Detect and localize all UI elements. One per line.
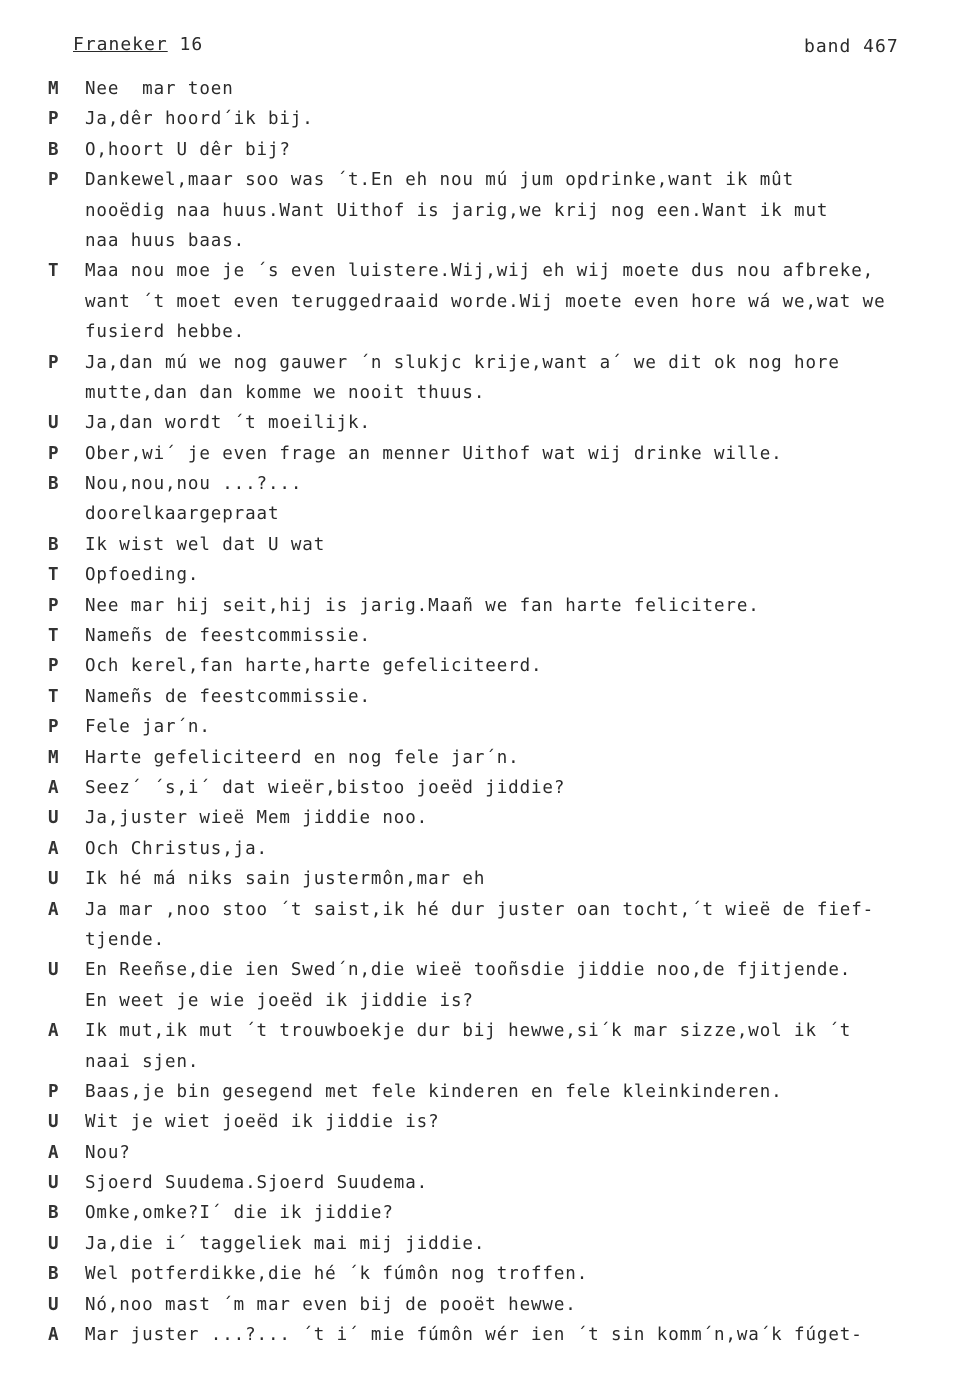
speaker-label: M	[48, 79, 60, 99]
dialogue-line	[0, 743, 979, 773]
utterance-text: Ik wist wel dat U wat	[85, 534, 326, 555]
speaker-label: U	[48, 413, 60, 434]
utterance-text: Ik hé má niks sain justermôn,mar eh	[85, 869, 486, 890]
speaker-label: P	[48, 717, 60, 738]
utterance-text: Och Christus,ja.	[85, 838, 268, 859]
dialogue-line	[0, 378, 979, 408]
dialogue-turn	[0, 712, 979, 742]
utterance-text: Wit je wiet joeëd ik jiddie is?	[85, 1112, 440, 1133]
speaker-label: A	[48, 777, 60, 798]
dialogue-line	[0, 104, 979, 134]
dialogue-line	[0, 621, 979, 651]
page-number: 16	[179, 34, 204, 55]
speaker-label: P	[48, 109, 60, 130]
utterance-text: Ja,juster wieë Mem jiddie noo.	[85, 808, 429, 829]
utterance-text: Baas,je bin gesegend met fele kinderen en fele kleinkinderen.	[85, 1081, 783, 1102]
utterance-text: Ik mut,ik mut ´t trouwboekje dur bij hewwe,si´k mar sizze,wol ik ´t	[85, 1021, 852, 1042]
utterance-text: En Reeñse,die ien Swed´n,die wieë tooñsdie jiddie noo,de fjitjende.	[85, 960, 852, 981]
utterance-text: Ja mar ,noo stoo ´t saist,ik hé dur juster oan tocht,´t wieë de fief-	[85, 899, 875, 920]
dialogue-line	[0, 1016, 979, 1046]
utterance-text: doorelkaargepraat	[85, 504, 280, 525]
dialogue-turn	[0, 621, 979, 651]
dialogue-turn	[0, 864, 979, 894]
transcript-body	[0, 74, 979, 1350]
utterance-text: Seez´ ´s,i´ dat wieër,bistoo joeëd jiddie?	[85, 777, 566, 798]
dialogue-turn	[0, 1107, 979, 1137]
speaker-label: A	[48, 899, 60, 920]
dialogue-line	[0, 1229, 979, 1259]
dialogue-turn	[0, 104, 979, 134]
dialogue-line	[0, 955, 979, 985]
dialogue-turn	[0, 348, 979, 409]
utterance-text: Harte gefeliciteerd en nog fele jar´n.	[85, 747, 520, 768]
dialogue-turn	[0, 499, 979, 529]
dialogue-line	[0, 317, 979, 347]
speaker-label: T	[48, 626, 60, 647]
dialogue-turn	[0, 773, 979, 803]
dialogue-turn	[0, 165, 979, 256]
dialogue-line	[0, 1138, 979, 1168]
dialogue-turn	[0, 1168, 979, 1198]
utterance-text: Dankewel,maar soo was ´t.En eh nou mú jum opdrinke,want ik mût	[85, 170, 795, 191]
speaker-label: U	[48, 1233, 60, 1254]
utterance-text: Nou,nou,nou ...?...	[85, 474, 303, 495]
dialogue-turn	[0, 803, 979, 833]
dialogue-turn	[0, 743, 979, 773]
speaker-label: U	[48, 869, 60, 890]
dialogue-line	[0, 1047, 979, 1077]
dialogue-line	[0, 439, 979, 469]
dialogue-turn	[0, 651, 979, 681]
dialogue-line	[0, 803, 979, 833]
utterance-text: Maa nou moe je ´s even luistere.Wij,wij eh wij moete dus nou afbreke,	[85, 261, 875, 282]
speaker-label: B	[48, 534, 60, 555]
utterance-text: Nou?	[85, 1142, 131, 1163]
dialogue-line	[0, 226, 979, 256]
dialogue-turn	[0, 895, 979, 956]
utterance-text: naa huus baas.	[85, 230, 246, 251]
utterance-text: O,hoort U dêr bij?	[85, 139, 291, 160]
utterance-text: En weet je wie joeëd ik jiddie is?	[85, 990, 474, 1011]
dialogue-line	[0, 895, 979, 925]
speaker-label: B	[48, 1203, 60, 1224]
utterance-text: Ja,die i´ taggeliek mai mij jiddie.	[85, 1233, 486, 1254]
utterance-text: Sjoerd Suudema.Sjoerd Suudema.	[85, 1173, 429, 1194]
band-number: band 467	[804, 36, 899, 57]
dialogue-line	[0, 925, 979, 955]
dialogue-line	[0, 530, 979, 560]
speaker-label: U	[48, 808, 60, 829]
dialogue-turn	[0, 408, 979, 438]
dialogue-turn	[0, 1259, 979, 1289]
utterance-text: Ja,dêr hoord´ik bij.	[85, 109, 314, 130]
speaker-label: T	[48, 686, 60, 707]
dialogue-line	[0, 651, 979, 681]
dialogue-line	[0, 287, 979, 317]
utterance-text: Mar juster ...?... ´t i´ mie fúmôn wér ien ´t sin komm´n,wa´k fúget-	[85, 1325, 863, 1346]
utterance-text: Wel potferdikke,die hé ´k fúmôn nog troffen.	[85, 1264, 589, 1285]
dialogue-turn	[0, 955, 979, 1016]
utterance-text: naai sjen.	[85, 1051, 200, 1072]
speaker-label: P	[48, 656, 60, 677]
dialogue-line	[0, 591, 979, 621]
speaker-label: T	[48, 565, 60, 586]
speaker-label: U	[48, 960, 60, 981]
utterance-text: want ´t moet even teruggedraaid worde.Wij moete even hore wá we,wat we	[85, 291, 886, 312]
utterance-text: mutte,dan dan komme we nooit thuus.	[85, 382, 486, 403]
dialogue-line	[0, 196, 979, 226]
dialogue-line	[0, 834, 979, 864]
utterance-text: Opfoeding.	[85, 565, 200, 586]
utterance-text: Nó,noo mast ´m mar even bij de pooët hewwe.	[85, 1294, 577, 1315]
speaker-label: A	[48, 838, 60, 859]
utterance-text: Nee mar toen	[85, 79, 234, 99]
dialogue-turn	[0, 469, 979, 499]
dialogue-line	[0, 1259, 979, 1289]
speaker-label: P	[48, 352, 60, 373]
utterance-text: fusierd hebbe.	[85, 322, 246, 343]
dialogue-line	[0, 986, 979, 1016]
dialogue-line	[0, 773, 979, 803]
speaker-label: A	[48, 1142, 60, 1163]
utterance-text: Fele jar´n.	[85, 717, 211, 738]
dialogue-turn	[0, 1229, 979, 1259]
dialogue-line	[0, 408, 979, 438]
speaker-label: A	[48, 1325, 60, 1346]
utterance-text: Ja,dan mú we nog gauwer ´n slukjc krije,want a´ we dit ok nog hore	[85, 352, 840, 373]
dialogue-turn	[0, 530, 979, 560]
speaker-label: B	[48, 1264, 60, 1285]
utterance-text: Nameñs de feestcommissie.	[85, 626, 371, 647]
dialogue-line	[0, 864, 979, 894]
dialogue-turn	[0, 1016, 979, 1077]
utterance-text: Och kerel,fan harte,harte gefeliciteerd.	[85, 656, 543, 677]
speaker-label: P	[48, 443, 60, 464]
speaker-label: P	[48, 1081, 60, 1102]
speaker-label: P	[48, 595, 60, 616]
dialogue-line	[0, 1320, 979, 1350]
speaker-label: B	[48, 139, 60, 160]
dialogue-line	[0, 1077, 979, 1107]
dialogue-line	[0, 348, 979, 378]
speaker-label: U	[48, 1294, 60, 1315]
speaker-label: A	[48, 1021, 60, 1042]
speaker-label: U	[48, 1112, 60, 1133]
dialogue-turn	[0, 834, 979, 864]
utterance-text: Nameñs de feestcommissie.	[85, 686, 371, 707]
utterance-text: nooëdig naa huus.Want Uithof is jarig,we krij nog een.Want ik mut	[85, 200, 829, 221]
dialogue-line	[0, 469, 979, 499]
utterance-text: Ja,dan wordt ´t moeilijk.	[85, 413, 371, 434]
speaker-label: P	[48, 170, 60, 191]
dialogue-line	[0, 682, 979, 712]
dialogue-turn	[0, 560, 979, 590]
speaker-label: M	[48, 747, 60, 768]
speaker-label: T	[48, 261, 60, 282]
dialogue-turn	[0, 1138, 979, 1168]
speaker-label: B	[48, 474, 60, 495]
dialogue-line	[0, 1198, 979, 1228]
dialogue-turn	[0, 74, 979, 104]
utterance-text: Ober,wi´ je even frage an menner Uithof wat wij drinke wille.	[85, 443, 783, 464]
dialogue-line	[0, 1107, 979, 1137]
dialogue-line	[0, 1290, 979, 1320]
page-header-place	[73, 34, 203, 55]
dialogue-turn	[0, 591, 979, 621]
dialogue-line	[0, 560, 979, 590]
dialogue-line	[0, 135, 979, 165]
dialogue-turn	[0, 439, 979, 469]
dialogue-turn	[0, 1198, 979, 1228]
utterance-text: tjende.	[85, 929, 166, 950]
dialogue-line	[0, 712, 979, 742]
speaker-label: U	[48, 1173, 60, 1194]
utterance-text: Nee mar hij seit,hij is jarig.Maañ we fan harte felicitere.	[85, 595, 760, 616]
dialogue-line	[0, 499, 979, 529]
utterance-text: Omke,omke?I´ die ik jiddie?	[85, 1203, 394, 1224]
dialogue-line	[0, 74, 979, 104]
dialogue-turn	[0, 1077, 979, 1107]
dialogue-line	[0, 1168, 979, 1198]
dialogue-line	[0, 165, 979, 195]
dialogue-turn	[0, 256, 979, 347]
dialogue-line	[0, 256, 979, 286]
place-name: Franeker	[73, 34, 168, 55]
dialogue-turn	[0, 1290, 979, 1320]
dialogue-turn	[0, 1320, 979, 1350]
dialogue-turn	[0, 135, 979, 165]
dialogue-turn	[0, 682, 979, 712]
